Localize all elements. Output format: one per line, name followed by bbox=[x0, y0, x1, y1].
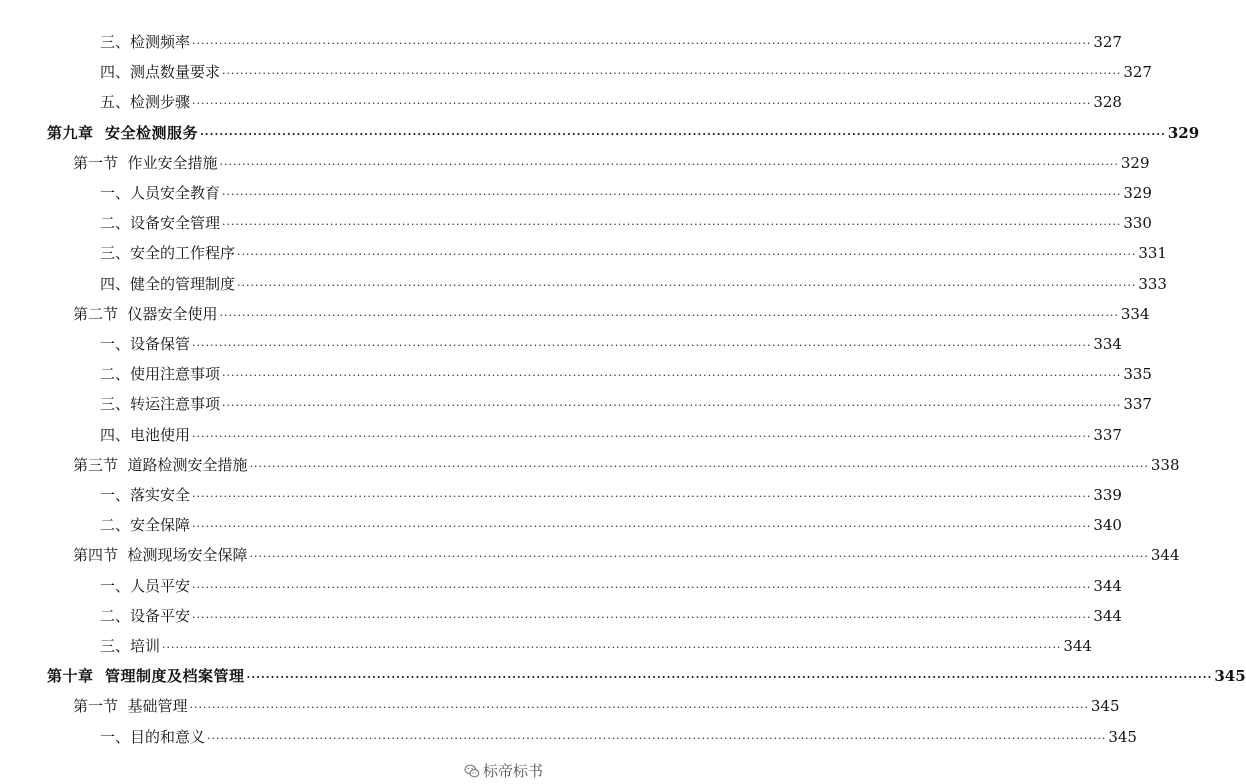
toc-dot-leader: ········································································································································································································ bbox=[189, 701, 1089, 715]
toc-item-entry bbox=[100, 605, 1122, 627]
toc-dot-leader: ········································································································································································································ bbox=[219, 308, 1119, 322]
toc-dot-leader: ········································································································································································································ bbox=[222, 369, 1122, 383]
toc-item-entry bbox=[100, 242, 1167, 264]
toc-page-number: 331 bbox=[1138, 244, 1167, 263]
toc-page-number: 338 bbox=[1150, 455, 1180, 474]
toc-dot-leader: ········································································································································································································ bbox=[192, 97, 1092, 111]
toc-page-number: 345 bbox=[1090, 697, 1120, 716]
wechat-icon bbox=[464, 763, 480, 779]
toc-entry-label: 二、设备安全管理 bbox=[100, 214, 221, 233]
toc-entry-label: 五、检测步骤 bbox=[100, 93, 191, 112]
toc-page-number: 345 bbox=[1108, 727, 1137, 746]
toc-page-number: 337 bbox=[1123, 395, 1152, 414]
toc-item-entry bbox=[100, 333, 1122, 355]
toc-entry-label: 二、安全保障 bbox=[100, 516, 191, 535]
toc-page-number: 337 bbox=[1093, 425, 1122, 444]
toc-entry-label: 四、电池使用 bbox=[100, 425, 191, 444]
toc-page-number: 333 bbox=[1138, 274, 1167, 293]
toc-dot-leader: ········································································································································································································ bbox=[246, 671, 1213, 685]
toc-entry-label: 三、检测频率 bbox=[100, 33, 191, 51]
watermark-text: 标帝标书 bbox=[482, 762, 543, 780]
toc-page-number: 344 bbox=[1150, 546, 1180, 565]
toc-section-entry bbox=[73, 544, 1180, 566]
toc-item-entry bbox=[100, 514, 1122, 536]
toc-page-number: 328 bbox=[1093, 93, 1122, 112]
toc-entry-label: 第一节 基础管理 bbox=[73, 697, 188, 716]
toc-entry-label: 第十章 管理制度及档案管理 bbox=[47, 667, 245, 686]
toc-item-entry bbox=[100, 575, 1122, 597]
toc-page-number: 344 bbox=[1063, 637, 1092, 655]
toc-entry-label: 第二节 仪器安全使用 bbox=[73, 304, 218, 323]
toc-entry-label: 二、使用注意事项 bbox=[100, 365, 221, 384]
toc-page-number: 340 bbox=[1093, 516, 1122, 535]
toc-chapter-entry bbox=[47, 665, 1246, 687]
toc-page-number: 329 bbox=[1167, 123, 1200, 142]
toc-dot-leader: ········································································································································································································ bbox=[192, 429, 1092, 443]
toc-page-number: 345 bbox=[1214, 667, 1246, 686]
toc-page-number: 327 bbox=[1123, 63, 1152, 82]
toc-dot-leader: ········································································································································································································ bbox=[192, 520, 1092, 534]
toc-entry-label: 三、培训 bbox=[100, 637, 161, 655]
toc-entry-label: 第九章 安全检测服务 bbox=[47, 123, 198, 142]
toc-item-entry bbox=[100, 424, 1122, 446]
toc-entry-label: 第三节 道路检测安全措施 bbox=[73, 455, 248, 474]
toc-item-entry bbox=[100, 212, 1152, 234]
toc-entry-label: 一、人员安全教育 bbox=[100, 184, 221, 202]
watermark bbox=[462, 759, 546, 782]
toc-entry-label: 四、健全的管理制度 bbox=[100, 274, 236, 293]
toc-dot-leader: ········································································································································································································ bbox=[162, 641, 1062, 654]
toc-page-number: 339 bbox=[1093, 486, 1122, 504]
toc-section-entry bbox=[73, 152, 1150, 174]
toc-dot-leader: ········································································································································································································ bbox=[207, 731, 1107, 745]
toc-entry-label: 一、人员平安 bbox=[100, 576, 191, 595]
toc-dot-leader: ········································································································································································································ bbox=[249, 550, 1149, 564]
toc-entry-label: 第一节 作业安全措施 bbox=[73, 153, 218, 172]
toc-entry-label: 二、设备平安 bbox=[100, 606, 191, 625]
toc-dot-leader: ········································································································································································································ bbox=[222, 67, 1122, 81]
toc-item-entry bbox=[100, 393, 1152, 415]
toc-entry-label: 第四节 检测现场安全保障 bbox=[73, 546, 248, 565]
toc-item-entry bbox=[100, 635, 1092, 657]
toc-item-entry bbox=[100, 91, 1122, 113]
toc-page-number: 327 bbox=[1093, 33, 1122, 51]
toc-dot-leader: ········································································································································································································ bbox=[219, 157, 1119, 171]
toc-page-number: 334 bbox=[1093, 335, 1122, 353]
toc-section-entry bbox=[73, 303, 1150, 325]
toc-item-entry bbox=[100, 61, 1152, 83]
toc-page-number: 335 bbox=[1123, 365, 1152, 384]
toc-page-number: 329 bbox=[1123, 184, 1152, 202]
toc-page-number: 344 bbox=[1093, 576, 1122, 595]
toc-entry-label: 三、安全的工作程序 bbox=[100, 244, 236, 263]
toc-section-entry bbox=[73, 695, 1120, 717]
toc-page-number: 334 bbox=[1120, 304, 1150, 323]
toc-page-number: 330 bbox=[1123, 214, 1152, 233]
toc-dot-leader: ········································································································································································································ bbox=[192, 490, 1092, 503]
toc-item-entry bbox=[100, 273, 1167, 295]
toc-entry-label: 一、落实安全 bbox=[100, 486, 191, 504]
toc-page-number: 344 bbox=[1093, 606, 1122, 625]
toc-dot-leader: ········································································································································································································ bbox=[192, 610, 1092, 624]
toc-entry-label: 一、设备保管 bbox=[100, 335, 191, 353]
toc-item-entry bbox=[100, 31, 1122, 53]
toc-entry-label: 一、目的和意义 bbox=[100, 727, 206, 746]
toc-dot-leader: ········································································································································································································ bbox=[222, 188, 1122, 201]
toc-item-entry bbox=[100, 484, 1122, 506]
toc-entry-label: 三、转运注意事项 bbox=[100, 395, 221, 414]
toc-dot-leader: ········································································································································································································ bbox=[192, 37, 1092, 50]
toc-dot-leader: ········································································································································································································ bbox=[249, 459, 1149, 473]
toc-item-entry bbox=[100, 726, 1137, 748]
toc-page-number: 329 bbox=[1120, 153, 1150, 172]
toc-dot-leader: ········································································································································································································ bbox=[192, 339, 1092, 352]
toc-dot-leader: ········································································································································································································ bbox=[199, 127, 1166, 141]
toc-dot-leader: ········································································································································································································ bbox=[222, 399, 1122, 413]
toc-chapter-entry bbox=[47, 122, 1200, 144]
toc-dot-leader: ········································································································································································································ bbox=[237, 248, 1137, 262]
toc-dot-leader: ········································································································································································································ bbox=[222, 218, 1122, 232]
toc-entry-label: 四、测点数量要求 bbox=[100, 63, 221, 82]
toc-dot-leader: ········································································································································································································ bbox=[192, 580, 1092, 594]
toc-item-entry bbox=[100, 182, 1152, 204]
toc-dot-leader: ········································································································································································································ bbox=[237, 278, 1137, 292]
toc-section-entry bbox=[73, 454, 1180, 476]
toc-item-entry bbox=[100, 363, 1152, 385]
